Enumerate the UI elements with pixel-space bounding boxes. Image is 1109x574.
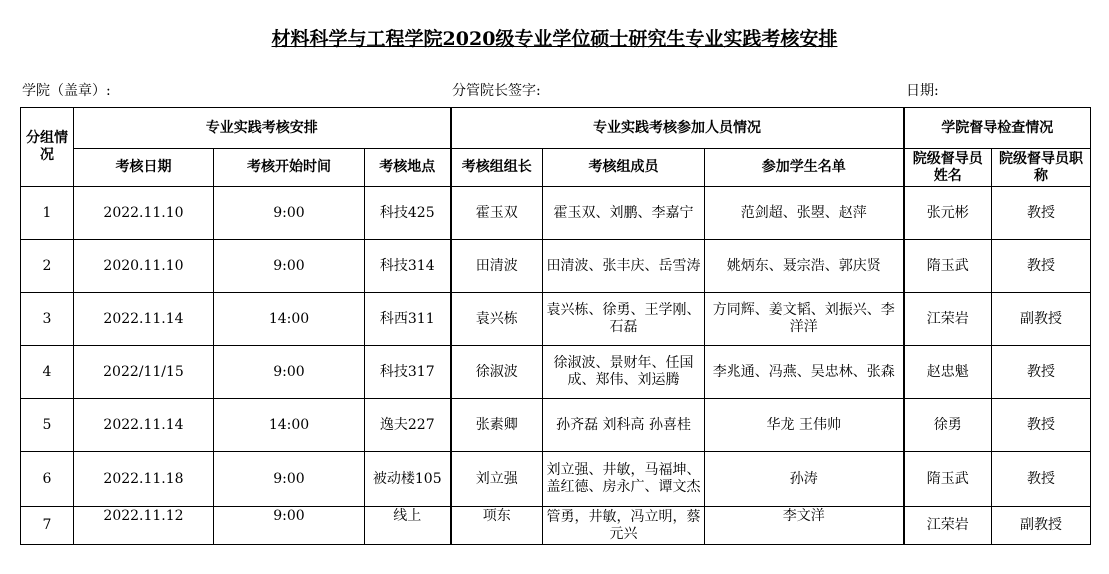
exam-time: 9:00 bbox=[214, 507, 365, 545]
table-row bbox=[21, 187, 1091, 240]
student-list: 姚炳东、聂宗浩、郭庆贤 bbox=[705, 240, 904, 293]
supervisor-name: 张元彬 bbox=[904, 187, 992, 240]
header-supervisor-title: 院级督导员职称 bbox=[992, 149, 1091, 187]
exam-location: 科技314 bbox=[365, 240, 451, 293]
group-members: 管勇，井敏，冯立明，蔡元兴 bbox=[543, 507, 705, 545]
group-leader: 田清波 bbox=[451, 240, 543, 293]
exam-time: 9:00 bbox=[214, 187, 365, 240]
header-start-time: 考核开始时间 bbox=[214, 149, 365, 187]
exam-date: 2020.11.10 bbox=[74, 240, 214, 293]
row-number: 2 bbox=[21, 240, 74, 293]
supervisor-name: 江荣岩 bbox=[904, 293, 992, 346]
supervisor-name: 江荣岩 bbox=[904, 507, 992, 545]
row-number: 4 bbox=[21, 346, 74, 399]
table-row bbox=[21, 507, 1091, 545]
group-leader: 张素卿 bbox=[451, 399, 543, 452]
supervisor-title: 教授 bbox=[992, 346, 1091, 399]
header-students: 参加学生名单 bbox=[705, 149, 904, 187]
row-number: 7 bbox=[21, 507, 74, 545]
header-schedule: 专业实践考核安排 bbox=[74, 108, 451, 149]
exam-time: 9:00 bbox=[214, 240, 365, 293]
group-members: 霍玉双、刘鹏、李嘉宁 bbox=[543, 187, 705, 240]
header-location: 考核地点 bbox=[365, 149, 451, 187]
header-members: 考核组成员 bbox=[543, 149, 705, 187]
student-list: 李文洋 bbox=[705, 507, 904, 545]
row-number: 5 bbox=[21, 399, 74, 452]
group-members: 袁兴栋、徐勇、王学刚、石磊 bbox=[543, 293, 705, 346]
header-group: 分组情况 bbox=[21, 108, 74, 187]
exam-time: 14:00 bbox=[214, 399, 365, 452]
student-list: 范剑超、张曌、赵萍 bbox=[705, 187, 904, 240]
header-supervisor-name: 院级督导员姓名 bbox=[904, 149, 992, 187]
supervisor-name: 隋玉武 bbox=[904, 452, 992, 507]
supervisor-title: 副教授 bbox=[992, 293, 1091, 346]
table-row bbox=[21, 399, 1091, 452]
header-leader: 考核组组长 bbox=[451, 149, 543, 187]
student-list: 李兆通、冯燕、吴忠林、张森 bbox=[705, 346, 904, 399]
student-list: 孙涛 bbox=[705, 452, 904, 507]
student-list: 华龙 王伟帅 bbox=[705, 399, 904, 452]
supervisor-title: 教授 bbox=[992, 187, 1091, 240]
header-date: 考核日期 bbox=[74, 149, 214, 187]
exam-time: 9:00 bbox=[214, 346, 365, 399]
date-label: 日期: bbox=[906, 83, 939, 99]
exam-location: 逸夫227 bbox=[365, 399, 451, 452]
group-members: 孙齐磊 刘科高 孙喜桂 bbox=[543, 399, 705, 452]
exam-date: 2022.11.18 bbox=[74, 452, 214, 507]
supervisor-name: 隋玉武 bbox=[904, 240, 992, 293]
supervisor-name: 赵忠魁 bbox=[904, 346, 992, 399]
exam-location: 科技425 bbox=[365, 187, 451, 240]
student-list: 方同辉、姜文韬、刘振兴、李洋洋 bbox=[705, 293, 904, 346]
row-number: 3 bbox=[21, 293, 74, 346]
group-members: 徐淑波、景财年、任国成、郑伟、刘运腾 bbox=[543, 346, 705, 399]
group-leader: 徐淑波 bbox=[451, 346, 543, 399]
supervisor-title: 教授 bbox=[992, 399, 1091, 452]
group-members: 田清波、张丰庆、岳雪涛 bbox=[543, 240, 705, 293]
row-number: 6 bbox=[21, 452, 74, 507]
group-leader: 袁兴栋 bbox=[451, 293, 543, 346]
table-row bbox=[21, 346, 1091, 399]
supervisor-name: 徐勇 bbox=[904, 399, 992, 452]
schedule-table bbox=[20, 107, 1091, 545]
page-title: 材料科学与工程学院2020级专业学位硕士研究生专业实践考核安排 bbox=[271, 28, 838, 50]
header-participants: 专业实践考核参加人员情况 bbox=[451, 108, 904, 149]
exam-date: 2022.11.14 bbox=[74, 399, 214, 452]
group-leader: 项东 bbox=[451, 507, 543, 545]
group-leader: 刘立强 bbox=[451, 452, 543, 507]
supervisor-title: 教授 bbox=[992, 452, 1091, 507]
exam-date: 2022.11.10 bbox=[74, 187, 214, 240]
supervisor-title: 教授 bbox=[992, 240, 1091, 293]
exam-time: 9:00 bbox=[214, 452, 365, 507]
exam-location: 科西311 bbox=[365, 293, 451, 346]
exam-date: 2022/11/15 bbox=[74, 346, 214, 399]
table-row bbox=[21, 452, 1091, 507]
group-members: 刘立强、井敏，马福坤、盖红德、房永广、谭文杰 bbox=[543, 452, 705, 507]
exam-date: 2022.11.14 bbox=[74, 293, 214, 346]
exam-location: 被动楼105 bbox=[365, 452, 451, 507]
dean-signature-label: 分管院长签字: bbox=[452, 83, 541, 99]
header-supervision: 学院督导检查情况 bbox=[904, 108, 1091, 149]
college-stamp-label: 学院（盖章）: bbox=[22, 83, 111, 99]
exam-location: 线上 bbox=[365, 507, 451, 545]
supervisor-title: 副教授 bbox=[992, 507, 1091, 545]
exam-location: 科技317 bbox=[365, 346, 451, 399]
table-row bbox=[21, 240, 1091, 293]
exam-time: 14:00 bbox=[214, 293, 365, 346]
table-row bbox=[21, 293, 1091, 346]
exam-date: 2022.11.12 bbox=[74, 507, 214, 545]
row-number: 1 bbox=[21, 187, 74, 240]
group-leader: 霍玉双 bbox=[451, 187, 543, 240]
